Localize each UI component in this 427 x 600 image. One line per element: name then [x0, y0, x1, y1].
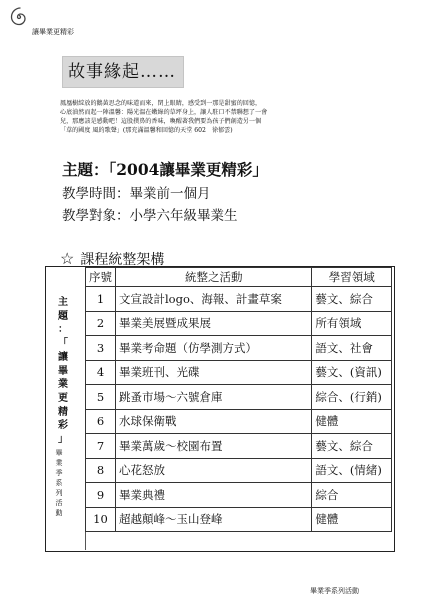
- row-no: 10: [86, 507, 116, 532]
- row-activity: 畢業考命題（仿學測方式）: [116, 336, 312, 361]
- table-row: [86, 507, 392, 532]
- footer-text: 畢業季系列活動: [310, 587, 359, 595]
- course-table: [85, 267, 392, 532]
- row-domain: 健體: [312, 409, 392, 434]
- side-char: 「: [58, 338, 68, 350]
- side-subtitle-text: [53, 448, 65, 518]
- intro-line: 「草的國度 風的歌聲」(那充滿溫馨和回憶的天堂 602 徐郁雲): [60, 127, 233, 134]
- table-row: [86, 336, 392, 361]
- intro-paragraph: [60, 99, 370, 135]
- intro-line: 鳳凰樹綻放的鵝黃思念的味道而來，閉上眼睛，感受到一那是甜蜜的回憶，: [60, 100, 262, 107]
- spiral-icon: [8, 6, 30, 28]
- intro-line: 兒，那應該是感動吧！這股撲鼻的香味，喚醒著我們要為孩子們創造另一個: [60, 118, 262, 125]
- side-sub-char: 系: [55, 479, 63, 487]
- side-char: 更: [58, 392, 68, 404]
- teaching-time: 教學時間：畢業前一個月: [62, 186, 211, 202]
- row-activity: 文宣設計logo、海報、計畫草案: [116, 287, 312, 312]
- side-char: 」: [58, 434, 68, 446]
- row-no: 3: [86, 336, 116, 361]
- table-row: [86, 409, 392, 434]
- table-header-row: [86, 268, 392, 287]
- star-outline-icon: ☆: [60, 249, 75, 268]
- table-row: [86, 434, 392, 459]
- story-heading: 故事緣起……: [68, 62, 176, 82]
- row-activity: 跳蚤市場～六號倉庫: [116, 385, 312, 410]
- row-no: 8: [86, 458, 116, 483]
- section-title: 課程統整架構: [80, 252, 165, 268]
- side-sub-char: 季: [55, 469, 63, 477]
- header-activity: 統整之活動: [116, 268, 312, 287]
- row-no: 6: [86, 409, 116, 434]
- row-domain: 健體: [312, 507, 392, 532]
- side-char: 題: [58, 310, 68, 322]
- side-char: ：: [58, 324, 68, 336]
- row-activity: 畢業班刊、光碟: [116, 360, 312, 385]
- row-domain: 所有領域: [312, 311, 392, 336]
- table-row: [86, 287, 392, 312]
- table-row: [86, 483, 392, 508]
- table-row: [86, 458, 392, 483]
- theme-title: 主題：「2004讓畢業更精彩」: [62, 160, 268, 179]
- row-domain: 綜合、(行銷): [312, 385, 392, 410]
- side-sub-char: 列: [55, 489, 63, 497]
- row-domain: 語文、(情緒): [312, 458, 392, 483]
- side-sub-char: 動: [55, 509, 63, 517]
- side-char: 主: [58, 297, 68, 308]
- header-no: 序號: [86, 268, 116, 287]
- row-activity: 水球保衛戰: [116, 409, 312, 434]
- side-sub-char: 畢: [55, 449, 63, 457]
- side-sub-char: 活: [55, 499, 63, 507]
- side-sub-char: 業: [55, 459, 63, 467]
- row-domain: 綜合: [312, 483, 392, 508]
- header-title: 讓畢業更精彩: [32, 28, 74, 36]
- table-row: [86, 360, 392, 385]
- row-domain: 語文、社會: [312, 336, 392, 361]
- table-row: [86, 385, 392, 410]
- row-no: 7: [86, 434, 116, 459]
- row-activity: 超越顛峰～玉山登峰: [116, 507, 312, 532]
- side-char: 彩: [58, 420, 68, 432]
- side-char: 業: [58, 379, 68, 391]
- side-char: 讓: [58, 351, 68, 363]
- row-domain: 藝文、(資訊): [312, 360, 392, 385]
- row-no: 2: [86, 311, 116, 336]
- row-no: 1: [86, 287, 116, 312]
- side-char: 畢: [58, 365, 68, 377]
- row-activity: 心花怒放: [116, 458, 312, 483]
- table-row: [86, 311, 392, 336]
- teaching-target: 教學對象：小學六年級畢業生: [62, 208, 238, 224]
- header-domain: 學習領域: [312, 268, 392, 287]
- row-no: 4: [86, 360, 116, 385]
- side-theme-text: [56, 296, 70, 447]
- intro-line: 心底油然而起一陣溫馨：陽光溫在嫩綠的草坪身上，讓人駐口不禁聯想了一會: [60, 109, 268, 116]
- row-no: 9: [86, 483, 116, 508]
- side-char: 精: [58, 406, 68, 418]
- row-domain: 藝文、綜合: [312, 287, 392, 312]
- row-activity: 畢業典禮: [116, 483, 312, 508]
- row-domain: 藝文、綜合: [312, 434, 392, 459]
- row-no: 5: [86, 385, 116, 410]
- row-activity: 畢業美展暨成果展: [116, 311, 312, 336]
- row-activity: 畢業萬歲～校園布置: [116, 434, 312, 459]
